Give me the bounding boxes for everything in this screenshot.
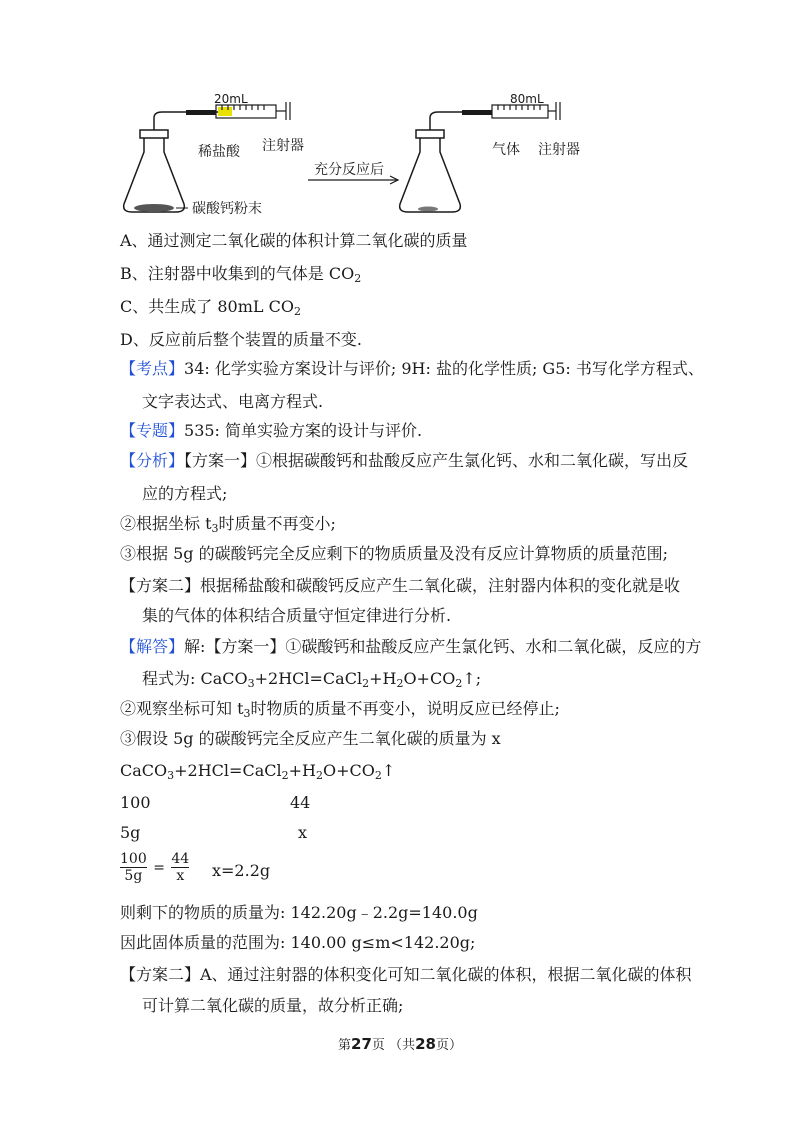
- ratio-row-1-right: 44: [290, 793, 311, 812]
- fenxi-line-2: 应的方程式;: [142, 484, 228, 503]
- ratio-row-2-left: 5g: [120, 823, 141, 842]
- arrow-label: 充分反应后: [314, 162, 384, 178]
- fraction-1-denominator: 5g: [120, 867, 147, 884]
- powder-label: 碳酸钙粉末: [192, 201, 262, 217]
- calcium-carbonate-powder: [134, 204, 174, 212]
- ratio-row-2-right: x: [298, 823, 308, 842]
- jieda-tag: 【解答】: [120, 637, 185, 656]
- left-flask: [124, 112, 218, 212]
- current-page: 27: [351, 1035, 372, 1053]
- option-d: D、反应前后整个装置的质量不变.: [120, 330, 362, 349]
- apparatus-figure: [118, 92, 598, 220]
- equation: $CaCO_3+2HCl=CaCl_2+H_2O+CO_2↑$: [120, 761, 396, 782]
- mass-range-line: 因此固体质量的范围为: 140.00 g≤m<142.20g;: [120, 933, 476, 952]
- ratio-row-1-left: 100: [120, 793, 151, 812]
- left-volume-label: 20mL: [214, 92, 248, 106]
- x-result: x=2.2g: [212, 861, 271, 880]
- jieda-line-2: 程式为: $CaCO_3+2HCl=CaCl_2+H_2O+CO_2↑$;: [142, 669, 482, 690]
- right-tube-connector: [462, 110, 492, 115]
- right-volume-label: 80mL: [510, 92, 544, 106]
- fenxi-line-4: ③根据 5g 的碳酸钙完全反应剩下的物质质量及没有反应计算物质的质量范围;: [120, 544, 668, 563]
- zhuanti-tag: 【专题】: [120, 421, 185, 440]
- dilute-acid-label: 稀盐酸: [198, 144, 240, 160]
- fraction-2-denominator: x: [171, 867, 189, 884]
- fenxi-line-5: 【方案二】根据稀盐酸和碳酸钙反应产生二氧化碳，注射器内体积的变化就是收: [120, 576, 681, 595]
- zhuanti-line: 【专题】535: 简单实验方案的设计与评价.: [120, 421, 423, 440]
- plan2-line-1: 【方案二】A、通过注射器的体积变化可知二氧化碳的体积，根据二氧化碳的体积: [120, 965, 692, 984]
- fraction-equals: =: [153, 859, 165, 876]
- option-c: C、共生成了 80mL $CO_2$: [120, 297, 301, 318]
- right-syringe-label: 注射器: [538, 142, 580, 158]
- kaodian-line-2: 文字表达式、电离方程式.: [142, 392, 324, 411]
- gas-label: 气体: [492, 142, 520, 158]
- right-flask: [400, 112, 492, 212]
- left-syringe-label: 注射器: [262, 138, 304, 154]
- kaodian-line-1: 【考点】34: 化学实验方案设计与评价; 9H: 盐的化学性质; G5: 书写化学方程式、: [120, 359, 704, 378]
- jieda-line-3: ②观察坐标可知 $t_3$时物质的质量不再变小，说明反应已经停止;: [120, 699, 560, 720]
- fraction-2-numerator: 44: [171, 851, 190, 867]
- left-tube-connector: [186, 110, 216, 115]
- fenxi-line-1: 【分析】【方案一】①根据碳酸钙和盐酸反应产生氯化钙、水和二氧化碳，写出反: [120, 451, 689, 470]
- remaining-mass-line: 则剩下的物质的质量为: 142.20g﹣2.2g=140.0g: [120, 903, 478, 922]
- plan2-line-2: 可计算二氧化碳的质量，故分析正确;: [142, 996, 404, 1015]
- jieda-line-1: 【解答】解:【方案一】①碳酸钙和盐酸反应产生氯化钙、水和二氧化碳，反应的方: [120, 637, 702, 656]
- fenxi-line-6: 集的气体的体积结合质量守恒定律进行分析.: [142, 606, 452, 625]
- jieda-line-4: ③假设 5g 的碳酸钙完全反应产生二氧化碳的质量为 x: [120, 729, 501, 748]
- option-a: A、通过测定二氧化碳的体积计算二氧化碳的质量: [120, 231, 468, 250]
- page-footer: 第27页 （共28页）: [338, 1035, 462, 1053]
- option-b: B、注射器中收集到的气体是 $CO_2$: [120, 264, 362, 285]
- fraction-1-numerator: 100: [120, 851, 147, 867]
- total-pages: 28: [415, 1035, 436, 1053]
- fenxi-line-3: ②根据坐标 $t_3$时质量不再变小;: [120, 514, 336, 535]
- remaining-powder: [418, 207, 438, 212]
- proportion-fraction: [120, 851, 189, 884]
- fenxi-tag: 【分析】: [120, 451, 185, 470]
- kaodian-tag: 【考点】: [120, 359, 185, 378]
